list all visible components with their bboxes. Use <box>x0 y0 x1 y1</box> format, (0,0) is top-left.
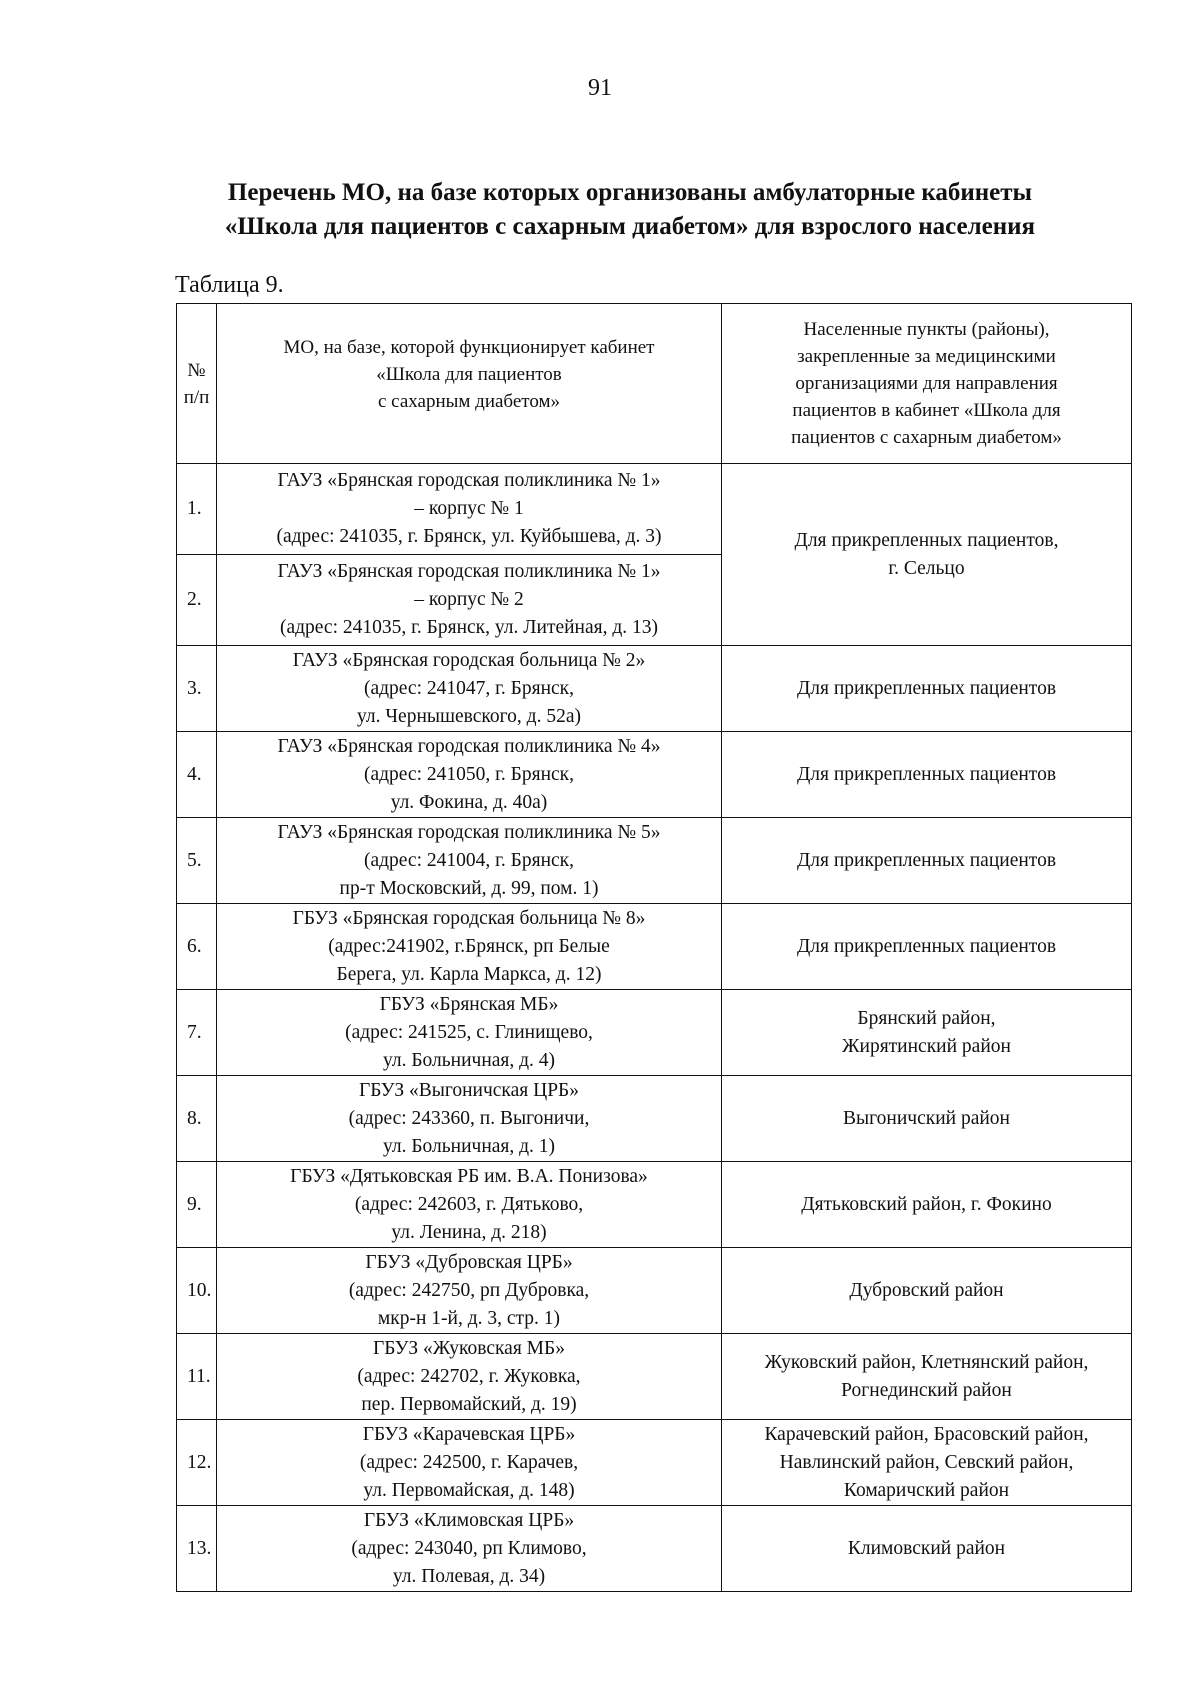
areas-line: Карачевский район, Брасовский район, <box>764 1423 1089 1445</box>
table-row <box>177 818 1132 904</box>
organization-line: (адрес: 242603, г. Дятьково, <box>354 1193 584 1215</box>
row-number: 1. <box>177 464 217 555</box>
table-row <box>177 990 1132 1076</box>
organization-line: (адрес: 241004, г. Брянск, <box>363 849 575 871</box>
row-organization <box>217 1248 722 1334</box>
areas-line: Для прикрепленных пациентов <box>796 677 1057 699</box>
organization-line: ул. Больничная, д. 1) <box>382 1135 556 1157</box>
areas-line: Климовский район <box>847 1537 1006 1559</box>
row-organization <box>217 904 722 990</box>
areas-line: Комаричский район <box>843 1479 1010 1501</box>
table-caption: Таблица 9. <box>175 272 284 298</box>
row-areas <box>722 1076 1132 1162</box>
areas-line: Рогнединский район <box>841 1379 1012 1401</box>
areas-line: Жирятинский район <box>842 1035 1011 1057</box>
organization-line: ул. Фокина, д. 40а) <box>390 791 548 813</box>
organization-line: ул. Полевая, д. 34) <box>392 1565 546 1587</box>
row-number: 6. <box>177 904 217 990</box>
organization-line: (адрес: 241050, г. Брянск, <box>363 763 575 785</box>
areas-line: г. Сельцо <box>888 557 965 579</box>
row-areas <box>722 646 1132 732</box>
row-organization <box>217 1506 722 1592</box>
organization-line: ГАУЗ «Брянская городская поликлиника № 1» <box>277 470 661 491</box>
row-areas <box>722 732 1132 818</box>
organization-line: ул. Ленина, д. 218) <box>391 1221 547 1243</box>
areas-line: Для прикрепленных пациентов <box>796 849 1057 871</box>
table-row <box>177 1506 1132 1592</box>
row-organization <box>217 1076 722 1162</box>
organization-line: (адрес: 241525, с. Глинищево, <box>345 1021 593 1043</box>
organization-line: (адрес: 241047, г. Брянск, <box>363 677 575 699</box>
organization-line: Берега, ул. Карла Маркса, д. 12) <box>336 963 602 985</box>
row-areas <box>722 464 1132 646</box>
row-areas <box>722 1420 1132 1506</box>
areas-line: Жуковский район, Клетнянский район, <box>764 1351 1089 1373</box>
table-row <box>177 1248 1132 1334</box>
row-organization <box>217 646 722 732</box>
row-number: 9. <box>177 1162 217 1248</box>
organization-line: ГАУЗ «Брянская городская поликлиника № 4» <box>277 735 661 757</box>
organization-line: ул. Больничная, д. 4) <box>382 1049 556 1071</box>
title-line-2: «Школа для пациентов с сахарным диабетом» для взрослого населения <box>224 213 1036 240</box>
row-organization <box>217 1334 722 1420</box>
organization-line: ГБУЗ «Брянская МБ» <box>379 993 559 1015</box>
organization-line: ГБУЗ «Климовская ЦРБ» <box>363 1509 575 1531</box>
page-number: 91 <box>588 75 612 101</box>
row-number: 4. <box>177 732 217 818</box>
row-organization <box>217 1162 722 1248</box>
areas-line: Навлинский район, Севский район, <box>779 1451 1074 1473</box>
row-organization <box>217 1420 722 1506</box>
organization-line: ГБУЗ «Брянская городская больница № 8» <box>292 907 646 929</box>
row-organization <box>217 990 722 1076</box>
areas-line: Для прикрепленных пациентов, <box>794 529 1059 551</box>
table-header-row <box>177 304 1132 464</box>
organization-line: пр-т Московский, д. 99, пом. 1) <box>339 877 599 899</box>
areas-line: Дубровский район <box>849 1279 1004 1301</box>
row-areas <box>722 990 1132 1076</box>
row-areas <box>722 1334 1132 1420</box>
organization-line: (адрес: 242500, г. Карачев, <box>359 1451 579 1473</box>
row-organization <box>217 464 722 555</box>
row-areas <box>722 818 1132 904</box>
organization-line: ул. Чернышевского, д. 52а) <box>357 705 581 727</box>
areas-line: Дятьковский район, г. Фокино <box>801 1193 1052 1215</box>
row-areas <box>722 1506 1132 1592</box>
row-areas <box>722 904 1132 990</box>
table-row <box>177 1420 1132 1506</box>
table-row <box>177 1076 1132 1162</box>
areas-line: Брянский район, <box>857 1007 996 1029</box>
row-number: 10. <box>177 1248 217 1334</box>
organization-line: ГАУЗ «Брянская городская поликлиника № 1» <box>277 561 661 582</box>
areas-line: Выгоничский район <box>843 1107 1010 1129</box>
areas-line: Для прикрепленных пациентов <box>796 935 1057 957</box>
organization-line: ГБУЗ «Дубровская ЦРБ» <box>365 1251 573 1273</box>
organization-line: (адрес:241902, г.Брянск, рп Белые <box>328 935 610 957</box>
mo-table <box>176 303 1132 1592</box>
organization-line: ГБУЗ «Жуковская МБ» <box>373 1337 565 1359</box>
organization-line: (адрес: 243040, рп Климово, <box>351 1537 587 1559</box>
row-number: 12. <box>177 1420 217 1506</box>
header-num: № п/п <box>177 304 217 464</box>
row-number: 2. <box>177 555 217 646</box>
row-number: 8. <box>177 1076 217 1162</box>
document-title <box>140 176 1120 244</box>
row-number: 5. <box>177 818 217 904</box>
table-row <box>177 904 1132 990</box>
table-row <box>177 1162 1132 1248</box>
organization-line: ГБУЗ «Выгоничская ЦРБ» <box>359 1079 579 1101</box>
row-organization <box>217 555 722 646</box>
row-number: 11. <box>177 1334 217 1420</box>
organization-line: (адрес: 242750, рп Дубровка, <box>348 1279 590 1301</box>
organization-line: (адрес: 242702, г. Жуковка, <box>357 1365 581 1387</box>
table-row <box>177 1334 1132 1420</box>
table-row <box>177 646 1132 732</box>
organization-line: ГАУЗ «Брянская городская больница № 2» <box>292 649 646 671</box>
organization-line: (адрес: 243360, п. Выгоничи, <box>348 1107 590 1129</box>
header-mo: МО, на базе, которой функционирует кабинет «Школа для пациентов с сахарным диабетом» <box>217 304 722 464</box>
areas-line: Для прикрепленных пациентов <box>796 763 1057 785</box>
row-areas <box>722 1248 1132 1334</box>
organization-line: ГБУЗ «Карачевская ЦРБ» <box>362 1423 576 1445</box>
title-line-1: Перечень МО, на базе которых организованы амбулаторные кабинеты <box>227 179 1033 206</box>
header-areas: Населенные пункты (районы), закрепленные за медицинскими организациями для направления пациентов в кабинет «Школа для пациентов с сахарным диабетом» <box>722 304 1132 464</box>
row-number: 7. <box>177 990 217 1076</box>
organization-line: – корпус № 1 <box>414 498 524 519</box>
organization-line: (адрес: 241035, г. Брянск, ул. Куйбышева, д. 3) <box>276 526 662 547</box>
organization-line: ГАУЗ «Брянская городская поликлиника № 5» <box>277 821 661 843</box>
organization-line: – корпус № 2 <box>414 589 524 610</box>
row-organization <box>217 732 722 818</box>
organization-line: ГБУЗ «Дятьковская РБ им. В.А. Понизова» <box>290 1165 648 1187</box>
row-organization <box>217 818 722 904</box>
organization-line: мкр-н 1-й, д. 3, стр. 1) <box>377 1307 561 1329</box>
table-row <box>177 464 1132 555</box>
row-number: 3. <box>177 646 217 732</box>
row-number: 13. <box>177 1506 217 1592</box>
organization-line: (адрес: 241035, г. Брянск, ул. Литейная, д. 13) <box>279 617 659 638</box>
row-areas <box>722 1162 1132 1248</box>
table-row <box>177 732 1132 818</box>
organization-line: ул. Первомайская, д. 148) <box>363 1479 575 1501</box>
organization-line: пер. Первомайский, д. 19) <box>361 1393 577 1415</box>
